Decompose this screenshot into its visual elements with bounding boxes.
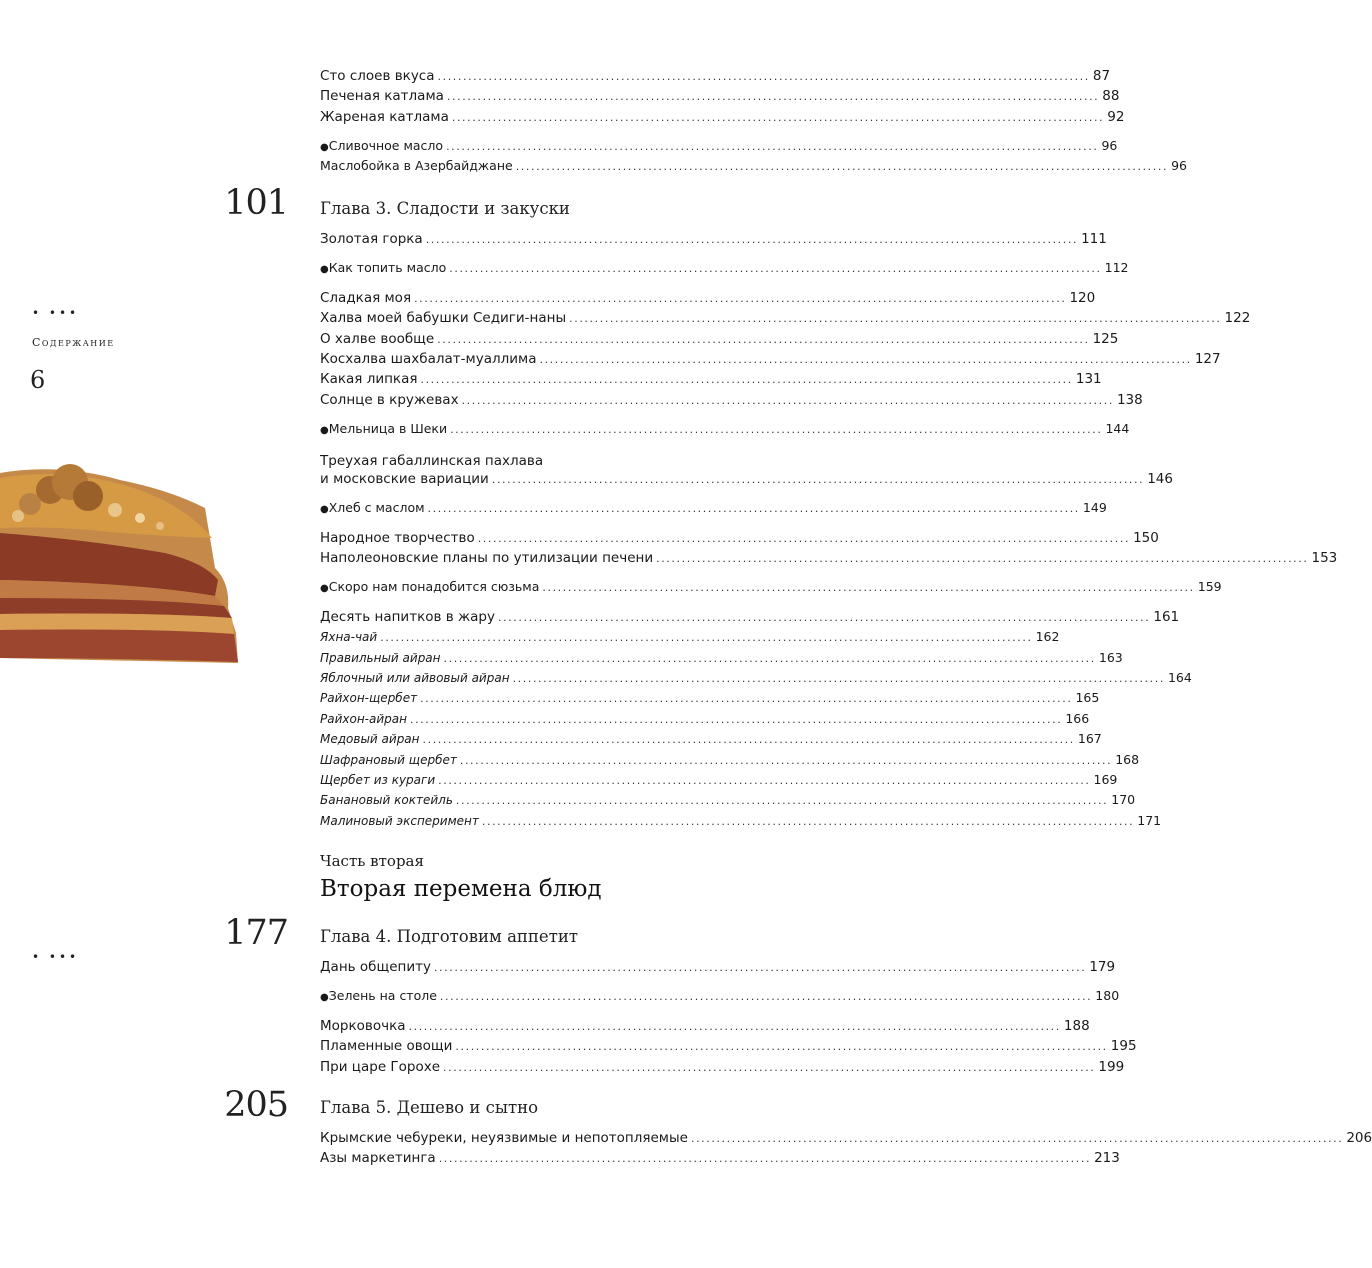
part-title: Вторая перемена блюд [320, 876, 602, 902]
bullet-icon: ● [320, 264, 329, 276]
toc-entry: ● Как топить масло ................................................................................................................................ 112 [320, 260, 1129, 276]
toc-chapter-4 [320, 924, 727, 950]
toc-entry: Малиновый эксперимент ................................................................................................................................ 171 [320, 812, 1162, 828]
toc-entry: Шафрановый щербет ................................................................................................................................ 168 [320, 751, 1140, 767]
toc-entry: Яблочный или айвовый айран ................................................................................................................................ 164 [320, 670, 1192, 686]
toc-entry: Золотая горка ................................................................................................................................ 111 [320, 231, 1107, 247]
chapter-title: Глава 4. Подготовим аппетит [320, 927, 578, 946]
toc-entry: Косхалва шахбалат-муаллима ................................................................................................................................ 127 [320, 350, 1221, 367]
part-label: Часть вторая [320, 852, 424, 870]
toc-entry: Медовый айран ................................................................................................................................ 167 [320, 731, 1102, 747]
decorative-dots: • ••• [32, 306, 80, 320]
toc-entry: Солнце в кружевах ................................................................................................................................ 138 [320, 391, 1143, 408]
chapter-number: 101 [224, 183, 288, 223]
toc-entry: Сладкая моя ................................................................................................................................ 120 [320, 289, 1096, 306]
toc-entry: Печеная катлама ................................................................................................................................ 88 [320, 88, 1120, 105]
toc-entry: Десять напитков в жару ................................................................................................................................ 161 [320, 608, 1180, 625]
toc-entry: ● Сливочное масло ................................................................................................................................ 96 [320, 138, 1118, 153]
toc-block [320, 231, 1338, 833]
toc-chapter-5 [320, 1095, 727, 1121]
toc-entry: Наполеоновские планы по утилизации печени ................................................................................................................................ 153 [320, 550, 1338, 567]
toc-entry: Правильный айран ................................................................................................................................ 163 [320, 649, 1123, 665]
page-number: 6 [30, 366, 46, 394]
toc-entry: Жареная катлама ................................................................................................................................ 92 [320, 108, 1125, 125]
chapter-title: Глава 3. Сладости и закуски [320, 199, 570, 218]
toc-entry: Банановый коктейль ................................................................................................................................ 170 [320, 792, 1136, 808]
toc-chapter-3 [320, 196, 727, 222]
toc-entry: ● Хлеб с маслом ................................................................................................................................ 149 [320, 500, 1107, 516]
toc-entry: Сто слоев вкуса ................................................................................................................................ 87 [320, 68, 1111, 84]
toc-entry: Райхон-щербет ................................................................................................................................ 165 [320, 690, 1100, 706]
toc-block [320, 959, 1137, 1079]
toc-entry: Щербет из кураги ................................................................................................................................ 169 [320, 771, 1118, 787]
toc-entry: Морковочка ................................................................................................................................ 188 [320, 1017, 1090, 1034]
toc-entry: При царе Горохе ................................................................................................................................ 199 [320, 1058, 1125, 1075]
bullet-icon: ● [320, 992, 329, 1004]
chapter-number: 177 [224, 913, 288, 953]
toc-entry: Крымские чебуреки, неуязвимые и непотопляемые ................................................................................................................................ 206 [320, 1130, 1372, 1146]
decorative-dots: • ••• [32, 950, 80, 964]
toc-entry: Халва моей бабушки Седиги-наны ................................................................................................................................ 122 [320, 310, 1251, 327]
bullet-icon: ● [320, 425, 329, 437]
toc-entry: Маслобойка в Азербайджане ................................................................................................................................ 96 [320, 158, 1187, 174]
chapter-title: Глава 5. Дешево и сытно [320, 1098, 539, 1117]
toc-entry: и московские вариации ................................................................................................................................ 146 [320, 470, 1173, 487]
toc-entry: ● Мельница в Шеки ................................................................................................................................ 144 [320, 421, 1130, 437]
toc-entry: Пламенные овощи ................................................................................................................................ 195 [320, 1038, 1137, 1055]
toc-entry: Дань общепиту ................................................................................................................................ 179 [320, 959, 1116, 975]
toc-entry: ● Зелень на столе ................................................................................................................................ 180 [320, 988, 1120, 1004]
toc-entry: Какая липкая ................................................................................................................................ 131 [320, 371, 1102, 388]
toc-entry: Райхон-айран ................................................................................................................................ 166 [320, 710, 1090, 726]
toc-block [320, 68, 1125, 129]
toc-block [320, 138, 1187, 179]
toc-entry: Яхна-чай ................................................................................................................................ 162 [320, 629, 1060, 645]
toc-entry: Народное творчество ................................................................................................................................ 150 [320, 529, 1159, 546]
bullet-icon: ● [320, 504, 329, 516]
toc-entry: Азы маркетинга ................................................................................................................................ 213 [320, 1150, 1120, 1167]
toc-entry-line: Треухая габаллинская пахлава [320, 452, 544, 469]
bullet-icon: ● [320, 583, 329, 595]
chapter-number: 205 [224, 1085, 288, 1125]
toc-entry: О халве вообще ................................................................................................................................ 125 [320, 330, 1119, 347]
toc-entry: ● Скоро нам понадобится сюзьма ................................................................................................................................ 159 [320, 579, 1222, 595]
bullet-icon: ● [320, 142, 329, 153]
baklava-image [0, 418, 245, 713]
section-heading: Содержание [32, 336, 115, 349]
toc-block [320, 1130, 1372, 1171]
toc-part-2 [320, 850, 727, 906]
